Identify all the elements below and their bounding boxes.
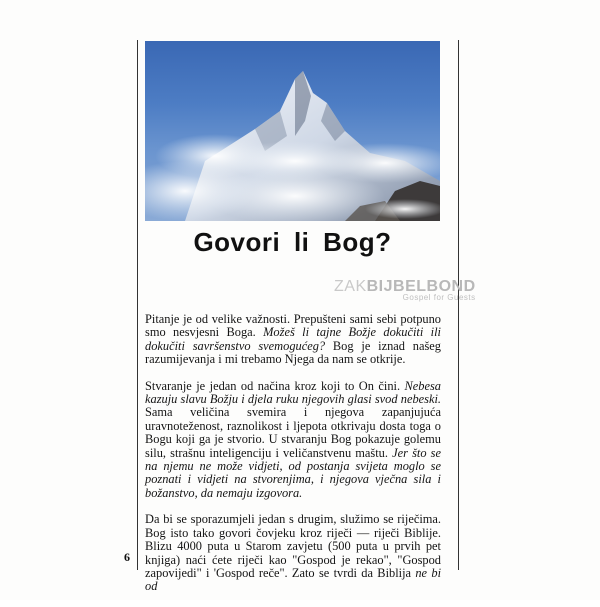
text-run: Sama veličina svemira i njegova zapanjujuća uravnoteženost, raznolikost i ljepota otkrivaju dosta toga o Bogu koji ga je stvorio. U stvaranju Bog pokazuje golemu silu, strašnu inteligenciju i veličanstvenu maštu.: [145, 405, 441, 460]
page-frame-right-rule: [458, 40, 459, 570]
body-text: [145, 313, 441, 607]
watermark-brand-part2: BIJBELBOND: [366, 278, 476, 295]
italic-text-run: ne bi od: [145, 565, 442, 594]
text-run: Pitanje je od velike važnosti. Prepušteni sami sebi potpuno smo nesvjesni Boga.: [145, 312, 441, 340]
italic-text-run: Možeš li tajne Božje dokučiti ili dokučiti savršenstvo svemogućeg?: [145, 325, 441, 353]
watermark-logo: [334, 279, 476, 302]
text-run: Stvaranje je jedan od načina kroz koji to On čini.: [145, 378, 405, 393]
paragraph-3: [145, 513, 441, 593]
italic-text-run: Nebesa kazuju slavu Božju i djela ruku njegovih glasi svod nebeski.: [145, 378, 441, 407]
page-frame-left-rule: [137, 40, 138, 570]
watermark-tagline: Gospel for Guests: [402, 293, 476, 302]
text-run: Bog je iznad našeg razumijevanja i mi trebamo Njega da nam se otkrije.: [145, 338, 441, 367]
text-run: Da bi se sporazumjeli jedan s drugim, služimo se riječima. Bog isto tako govori čovjeku kroz riječi — riječi Biblije. Blizu 4000 puta u Starom zavjetu (500 puta u prvih pet knjiga) naći ćete riječi kao "Gospod je rekao", "Gospod zapovijedi" i 'Gospod reče". Zato se tvrdi da Biblija: [145, 512, 441, 580]
page-title: Govori li Bog?: [193, 227, 392, 257]
watermark-brand-part1: ZAK: [334, 278, 367, 295]
paragraph-1: [145, 313, 441, 367]
page-number: 6: [124, 550, 130, 564]
italic-text-run: Jer što se na njemu ne može vidjeti, od postanja svijeta moglo se poznati i vidjeti na stvorenjima, i njegova vječna sila i božanstvo, da nemaju izgovora.: [145, 445, 441, 500]
mountain-photo: [145, 41, 440, 221]
paragraph-2: [145, 380, 441, 501]
